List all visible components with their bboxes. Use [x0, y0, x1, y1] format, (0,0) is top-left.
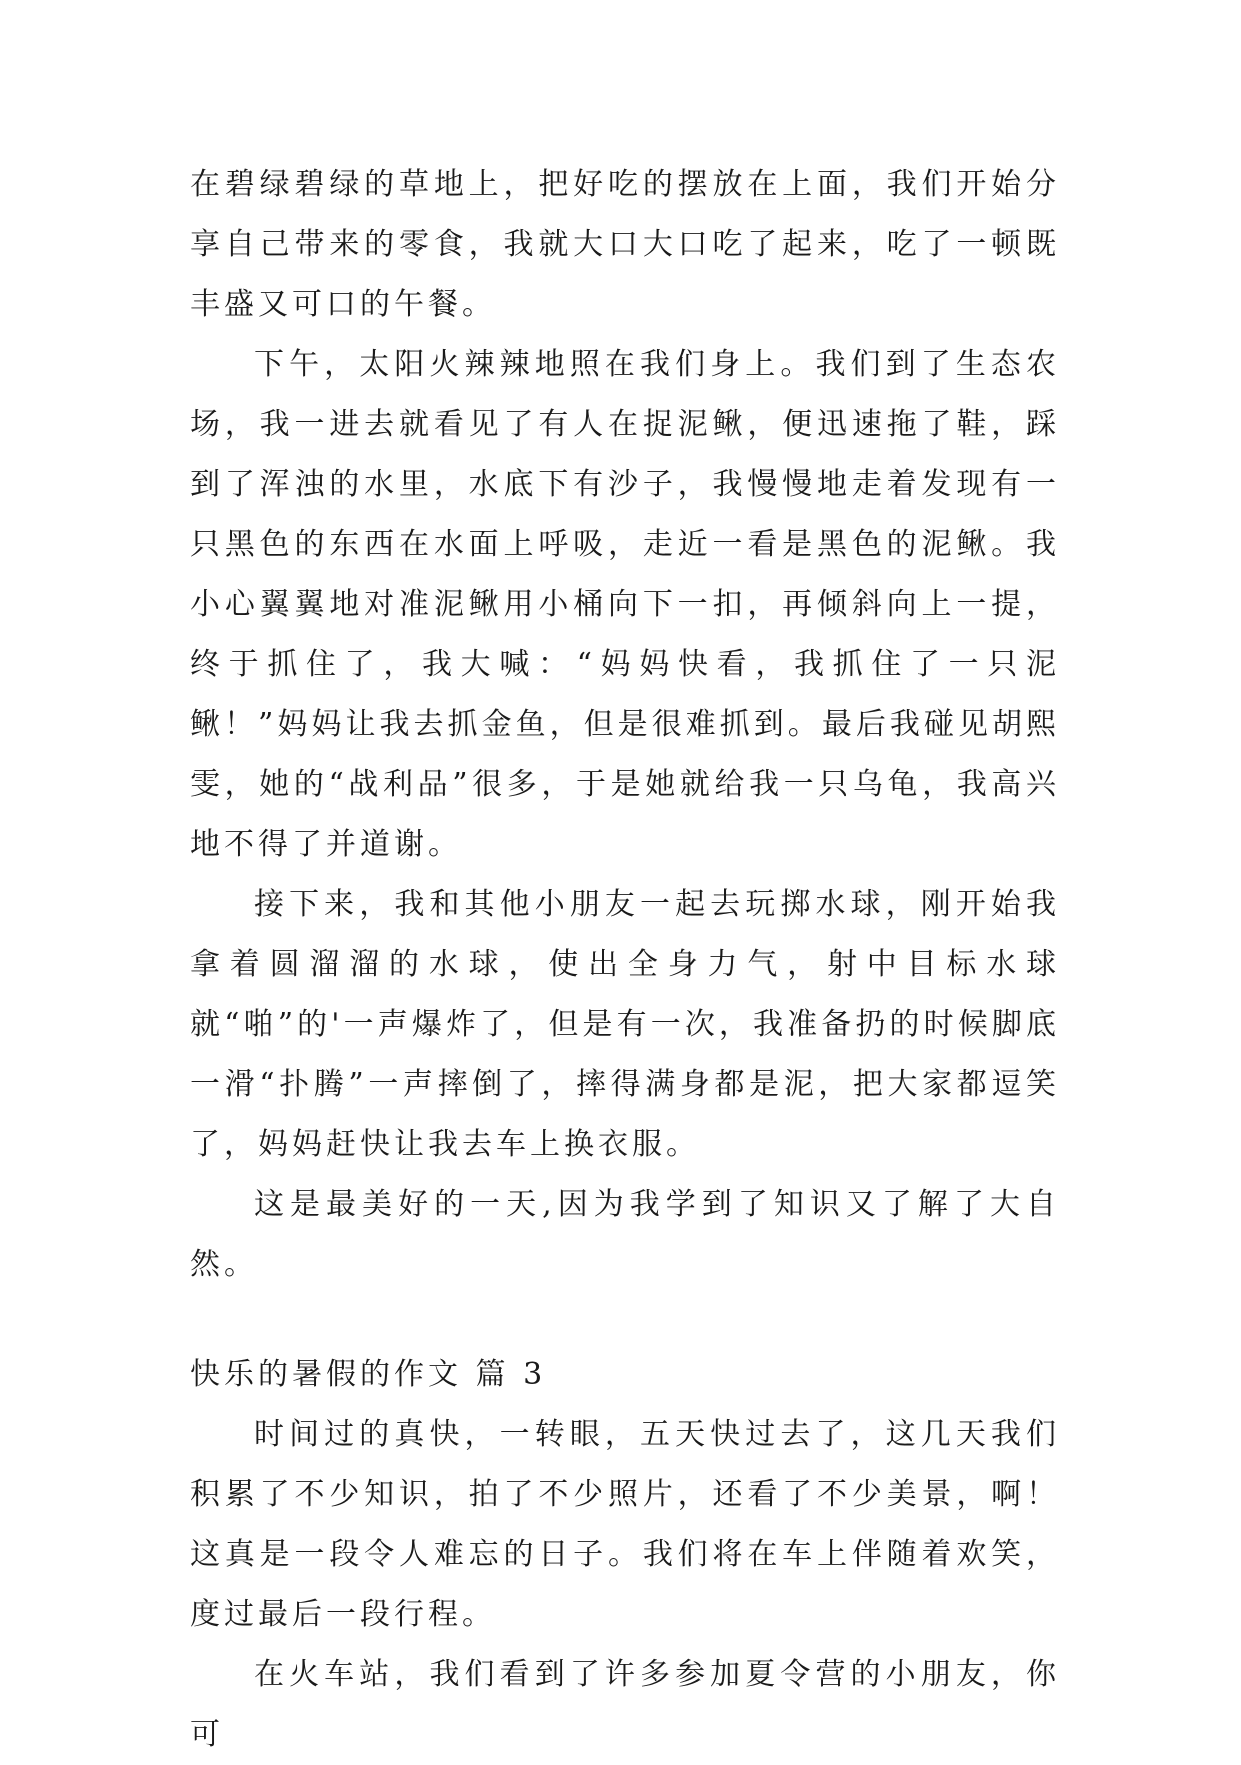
document-body: [190, 155, 1060, 1765]
paragraph-time-flies: 时间过的真快，一转眼，五天快过去了，这几天我们积累了不少知识，拍了不少照片，还看了不少美景，啊！这真是一段令人难忘的日子。我们将在车上伴随着欢笑，度过最后一段行程。: [190, 1417, 1060, 1632]
paragraph-best-day: 这是最美好的一天,因为我学到了知识又了解了大自然。: [190, 1187, 1060, 1282]
paragraph-train-station: 在火车站，我们看到了许多参加夏令营的小朋友，你可: [190, 1657, 1060, 1752]
paragraph-lunch: 在碧绿碧绿的草地上，把好吃的摆放在上面，我们开始分享自己带来的零食，我就大口大口吃了起来，吃了一顿既丰盛又可口的午餐。: [190, 167, 1060, 322]
paragraph-water-balloon: 接下来，我和其他小朋友一起去玩掷水球，刚开始我拿着圆溜溜的水球，使出全身力气，射中目标水球就“啪”的'一声爆炸了，但是有一次，我准备扔的时候脚底一滑“扑腾”一声摔倒了，摔得满身都是泥，把大家都逗笑了，妈妈赶快让我去车上换衣服。: [190, 887, 1060, 1162]
section-heading: 快乐的暑假的作文 篇 3: [190, 1357, 547, 1392]
paragraph-eco-farm: 下午，太阳火辣辣地照在我们身上。我们到了生态农场，我一进去就看见了有人在捉泥鳅，便迅速拖了鞋，踩到了浑浊的水里，水底下有沙子，我慢慢地走着发现有一只黑色的东西在水面上呼吸，走近一看是黑色的泥鳅。我小心翼翼地对准泥鳅用小桶向下一扣，再倾斜向上一提，终于抓住了，我大喊：“妈妈快看，我抓住了一只泥鳅！”妈妈让我去抓金鱼，但是很难抓到。最后我碰见胡熙雯，她的“战利品”很多，于是她就给我一只乌龟，我高兴地不得了并道谢。: [190, 347, 1060, 862]
